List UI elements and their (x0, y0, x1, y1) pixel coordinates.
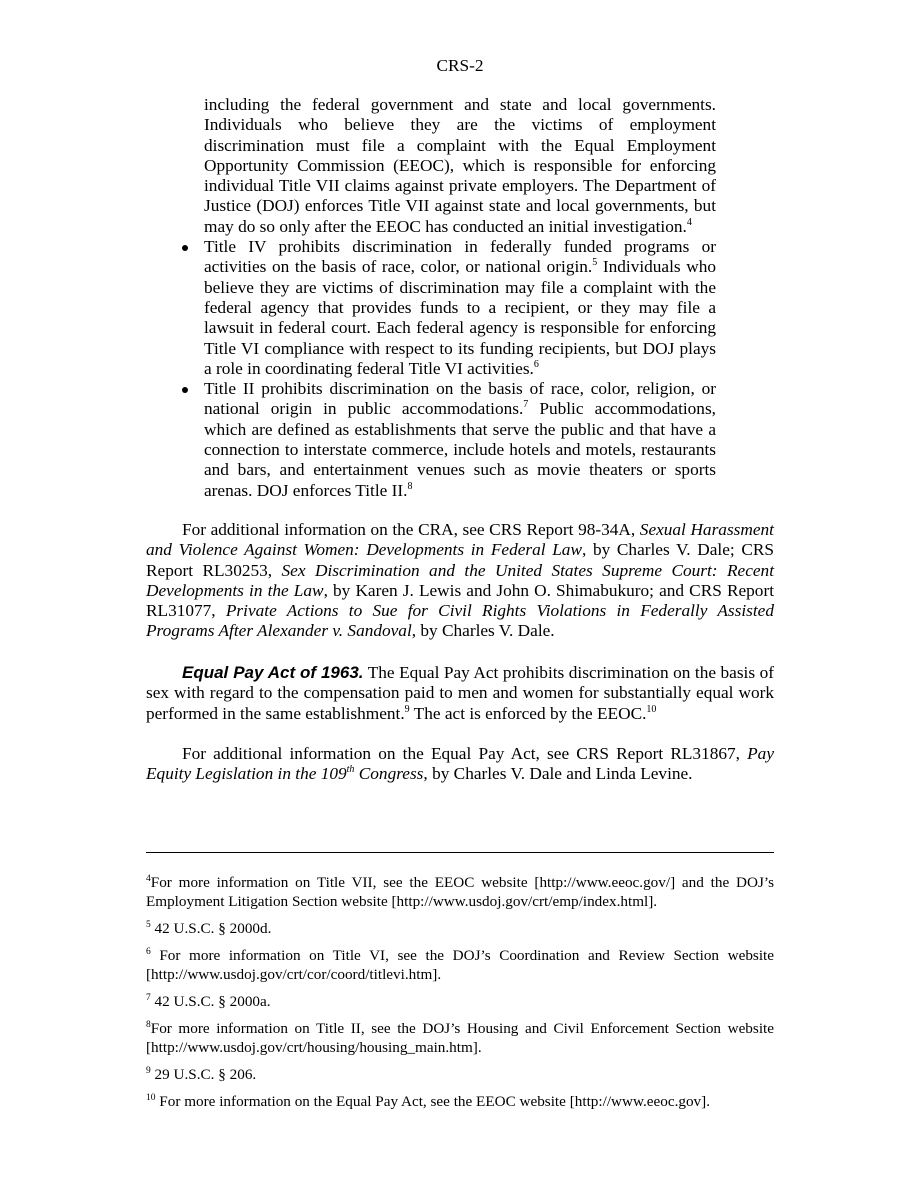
para-text: , by Charles V. Dale; CRS Report RL30253, (146, 540, 774, 580)
footnote-ref: 9 (404, 703, 410, 715)
footnote (146, 919, 774, 938)
list-item (180, 237, 716, 379)
report-title: Congress (354, 764, 424, 784)
footnote-text: 42 U.S.C. § 2000a. (150, 993, 271, 1010)
footnote-ref: 4 (686, 217, 692, 229)
footnote-ref: 5 (592, 257, 598, 269)
footnote-text: For more information on Title VII, see the EEOC website [http://www.eeoc.gov/] and the DOJ’s Employment Litigation Section website [http://www.usdoj.gov/crt/emp/index.html]. (146, 874, 774, 910)
footnote-number: 9 (146, 1065, 151, 1076)
paragraph-equal-pay-references (146, 744, 774, 785)
footnote (146, 873, 774, 911)
footnote-ref: 6 (533, 359, 539, 371)
para-text: , by Karen J. Lewis and John O. Shimabukuro; and CRS Report RL31077, (146, 580, 775, 621)
page-number-header: CRS-2 (436, 56, 484, 75)
footnote (146, 1019, 774, 1057)
list-item (180, 379, 716, 501)
footnote-ref: 10 (646, 703, 657, 715)
ordinal-suffix: th (346, 764, 355, 776)
para-text: , by Charles V. Dale. (411, 621, 555, 641)
footnote-divider (146, 852, 774, 853)
report-title: Pay Equity Legislation in the 109 (146, 744, 774, 784)
footnote-text: For more information on Title VI, see the DOJ’s Coordination and Review Section website [http://www.usdoj.gov/crt/cor/coord/titlevi.htm]. (146, 947, 774, 983)
list-item-text: Public accommodations, which are defined as establishments that serve the public and that have a connection to interstate commerce, include hotels and motels, restaurants and bars, and entertainment venues such as movie theaters or sports arenas. DOJ enforces Title II. (204, 399, 716, 500)
footnote (146, 1092, 774, 1111)
footnote-text: For more information on the Equal Pay Act, see the EEOC website [http://www.eeoc.gov]. (155, 1093, 710, 1110)
footnote-number: 8 (146, 1019, 151, 1030)
para-text: For additional information on the Equal Pay Act, see CRS Report RL31867, (182, 744, 748, 763)
footnote (146, 1065, 774, 1084)
bullet-list (180, 95, 716, 501)
para-text: The Equal Pay Act prohibits discrimination on the basis of sex with regard to the compensation paid to men and women for substantially equal work performed in the same establishment. (146, 663, 774, 723)
para-text: The act is enforced by the EEOC. (409, 703, 647, 723)
footnotes (146, 873, 774, 1119)
footnote-number: 7 (146, 992, 151, 1003)
footnote-ref: 7 (523, 399, 529, 411)
paragraph-equal-pay-act (146, 663, 774, 724)
paragraph-cra-references (146, 520, 774, 642)
footnote-ref: 8 (407, 480, 413, 492)
list-item-text: Title II prohibits discrimination on the basis of race, color, religion, or national origin in public accommodations. (204, 379, 716, 419)
list-item (180, 95, 716, 237)
list-item-text: Title IV prohibits discrimination in federally funded programs or activities on the basis of race, color, or national origin. (204, 237, 716, 277)
footnote-number: 10 (146, 1092, 156, 1103)
list-item-text: including the federal government and state and local governments. Individuals who believe they are the victims of employment discrimination must file a complaint with the Equal Employment Opportunity Commission (EEOC), which is responsible for enforcing individual Title VII claims against private employers. The Department of Justice (DOJ) enforces Title VII against state and local governments, but may do so only after the EEOC has conducted an initial investigation. (204, 95, 716, 236)
footnote (146, 992, 774, 1011)
footnote-text: 42 U.S.C. § 2000d. (150, 920, 272, 937)
section-heading: Equal Pay Act of 1963. (182, 663, 364, 682)
report-title: Private Actions to Sue for Civil Rights Violations in Federally Assisted Programs After Alexander v. Sandoval (146, 601, 774, 641)
report-title: Sexual Harassment and Violence Against Women: Developments in Federal Law (146, 520, 774, 560)
footnote-number: 4 (146, 873, 151, 884)
para-text: , by Charles V. Dale and Linda Levine. (423, 764, 693, 784)
list-item-text: Individuals who believe they are victims of discrimination may file a complaint with the federal agency that provides funds to a recipient, or they may file a lawsuit in federal court. Each federal agency is responsible for enforcing Title VI compliance with respect to its funding recipients, but DOJ plays a role in coordinating federal Title VI activities. (204, 257, 716, 378)
footnote-number: 6 (146, 946, 151, 957)
footnote-text: For more information on Title II, see the DOJ’s Housing and Civil Enforcement Section website [http://www.usdoj.gov/crt/housing/housing_main.htm]. (146, 1020, 774, 1056)
footnote-number: 5 (146, 919, 151, 930)
para-text: For additional information on the CRA, see CRS Report 98-34A, (182, 520, 640, 539)
report-title: Sex Discrimination and the United States Supreme Court: Recent Developments in the Law (146, 560, 774, 600)
footnote-text: 29 U.S.C. § 206. (150, 1066, 257, 1083)
footnote (146, 946, 774, 984)
